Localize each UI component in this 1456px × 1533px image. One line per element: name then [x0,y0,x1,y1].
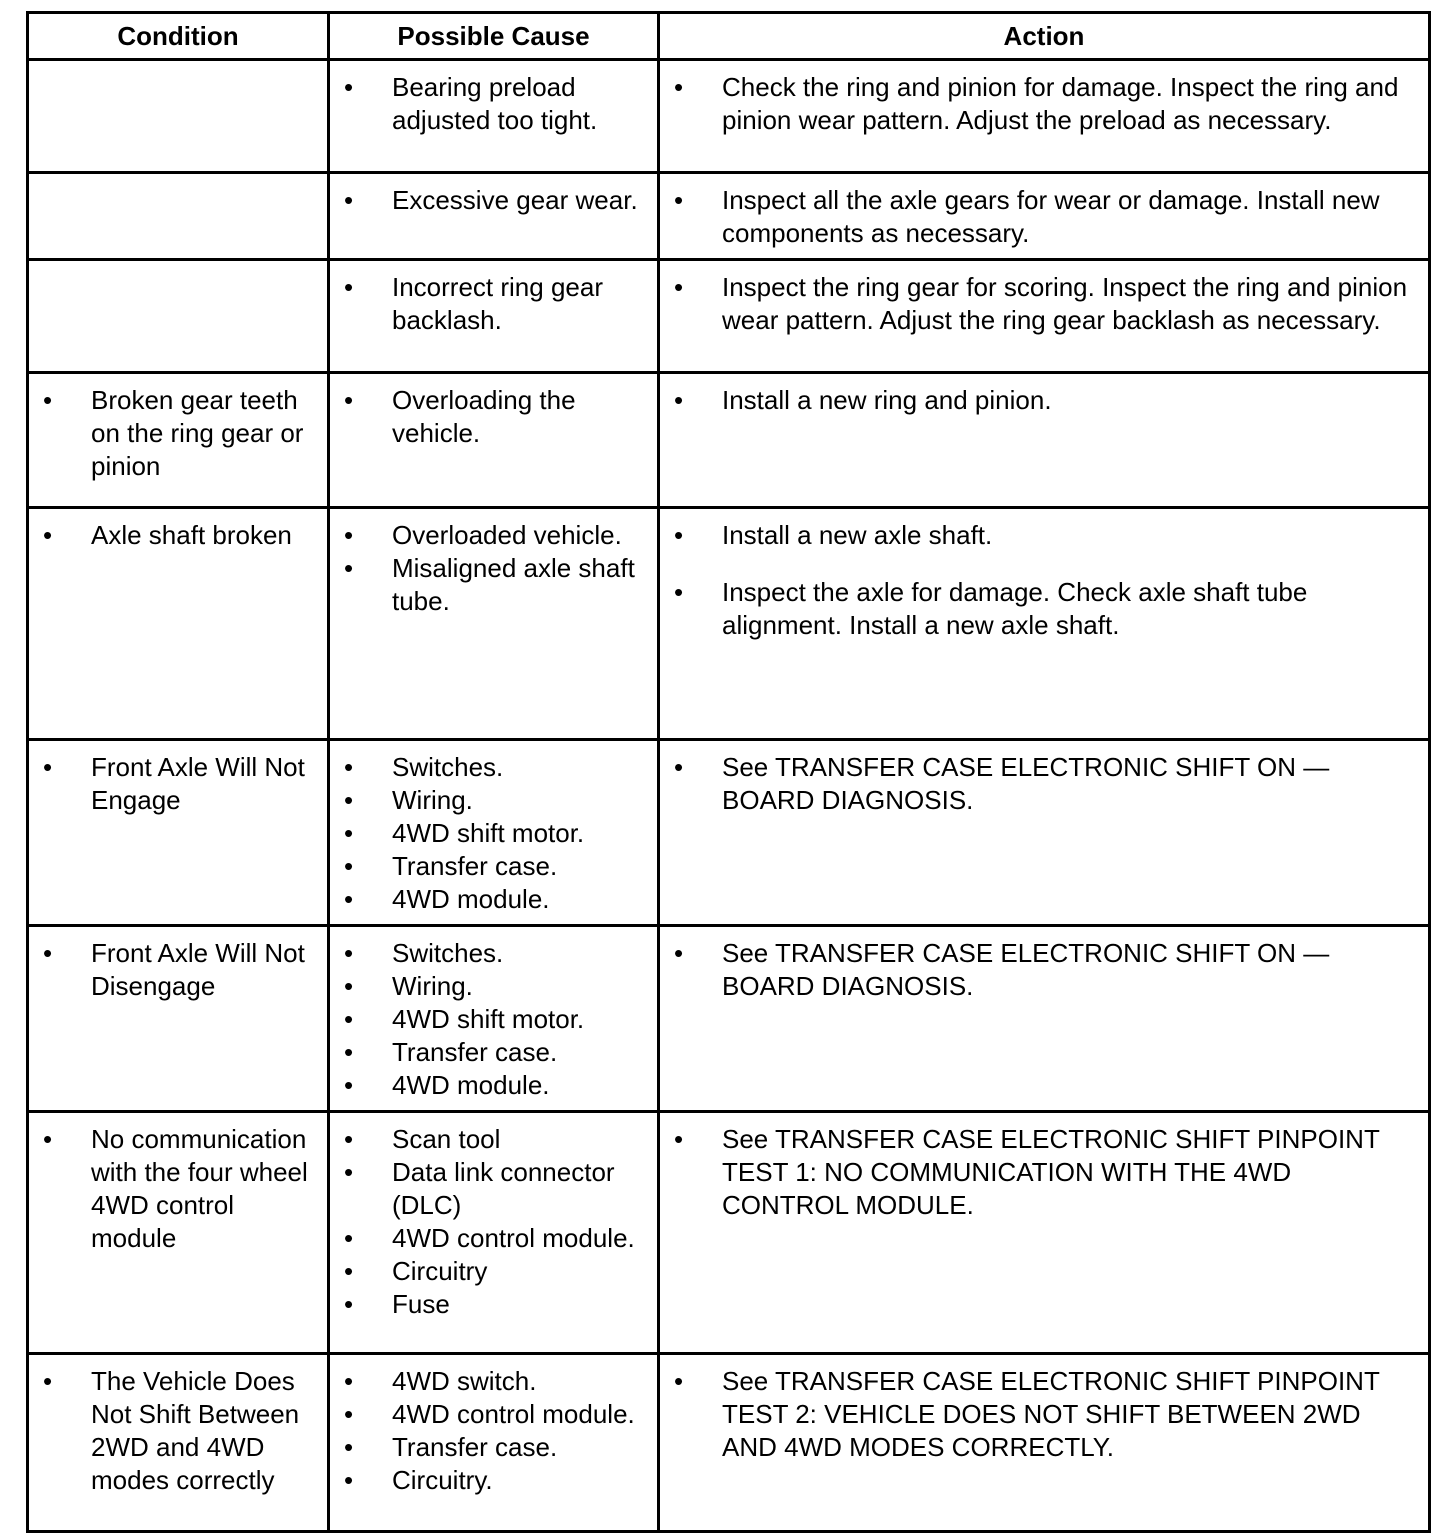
list-item: • Front Axle Will Not Disengage [29,937,311,1003]
condition-list [29,1113,327,1263]
table-row [28,926,1430,1112]
action-cell [659,260,1430,373]
possible-cause-list [330,927,657,1110]
list-item: • Wiring. [330,784,641,817]
list-item: • Check the ring and pinion for damage. Inspect the ring and pinion wear pattern. Adjust the preload as necessary. [660,71,1412,137]
list-item: • The Vehicle Does Not Shift Between 2WD and 4WD modes correctly [29,1365,311,1497]
table-row [28,1354,1430,1532]
list-item: • 4WD module. [330,1069,641,1102]
table-row [28,373,1430,508]
list-item: • Overloaded vehicle. [330,519,641,552]
list-item: • 4WD module. [330,883,641,916]
possible-cause-cell [329,260,659,373]
condition-cell [28,508,329,740]
possible-cause-list [330,1113,657,1329]
header-row [28,13,1430,60]
list-item: • Inspect all the axle gears for wear or damage. Install new components as necessary. [660,184,1412,250]
table-row [28,260,1430,373]
table-row [28,60,1430,173]
list-item: • Install a new axle shaft. [660,519,1412,552]
list-item: • Wiring. [330,970,641,1003]
list-item: • 4WD shift motor. [330,1003,641,1036]
table-row [28,508,1430,740]
list-item: • Transfer case. [330,850,641,883]
list-item: • Transfer case. [330,1431,641,1464]
possible-cause-list [330,261,657,345]
action-list [660,1355,1428,1472]
header-possible-cause: Possible Cause [329,13,659,60]
diagnosis-table [26,11,1431,1533]
list-item: • Switches. [330,937,641,970]
list-item: • Axle shaft broken [29,519,311,552]
action-cell [659,60,1430,173]
condition-list [29,509,327,560]
action-cell [659,740,1430,926]
possible-cause-list [330,509,657,626]
condition-cell [28,740,329,926]
possible-cause-cell [329,60,659,173]
list-item: • Data link connector (DLC) [330,1156,641,1222]
header-action: Action [659,13,1430,60]
condition-list [29,374,327,491]
list-item: • 4WD control module. [330,1398,641,1431]
action-list [660,374,1428,425]
list-item: • See TRANSFER CASE ELECTRONIC SHIFT PINPOINT TEST 1: NO COMMUNICATION WITH THE 4WD CONTROL MODULE. [660,1123,1412,1222]
action-list [660,1113,1428,1230]
possible-cause-cell [329,1112,659,1354]
list-item: • Broken gear teeth on the ring gear or pinion [29,384,311,483]
condition-list [29,927,327,1011]
possible-cause-list [330,1355,657,1505]
action-list [660,927,1428,1011]
possible-cause-list [330,741,657,924]
action-list [660,741,1428,825]
table-body [28,60,1430,1532]
condition-cell [28,1354,329,1532]
condition-cell [28,373,329,508]
possible-cause-cell [329,740,659,926]
action-cell [659,373,1430,508]
action-list [660,174,1428,258]
list-item: • Install a new ring and pinion. [660,384,1412,417]
condition-cell [28,926,329,1112]
list-item: • See TRANSFER CASE ELECTRONIC SHIFT PINPOINT TEST 2: VEHICLE DOES NOT SHIFT BETWEEN 2WD AND 4WD MODES CORRECTLY. [660,1365,1412,1464]
list-item: • Misaligned axle shaft tube. [330,552,641,618]
condition-cell [28,260,329,373]
condition-cell [28,60,329,173]
list-item: • No communication with the four wheel 4WD control module [29,1123,311,1255]
list-item: • Bearing preload adjusted too tight. [330,71,641,137]
list-item: • Inspect the axle for damage. Check axle shaft tube alignment. Install a new axle shaft. [660,576,1412,642]
possible-cause-cell [329,1354,659,1532]
list-item: • Circuitry [330,1255,641,1288]
action-list [660,261,1428,345]
condition-list [29,741,327,825]
list-item: • Transfer case. [330,1036,641,1069]
list-item: • Overloading the vehicle. [330,384,641,450]
list-item: • 4WD control module. [330,1222,641,1255]
action-list [660,509,1428,650]
action-cell [659,508,1430,740]
list-item: • Inspect the ring gear for scoring. Inspect the ring and pinion wear pattern. Adjust the ring gear backlash as necessary. [660,271,1412,337]
list-item: • 4WD switch. [330,1365,641,1398]
condition-cell [28,1112,329,1354]
possible-cause-list [330,174,657,225]
table-row [28,173,1430,260]
list-item: • Excessive gear wear. [330,184,641,217]
action-cell [659,1112,1430,1354]
list-item: • Scan tool [330,1123,641,1156]
table-row [28,1112,1430,1354]
condition-list [29,1355,327,1505]
action-list [660,61,1428,145]
list-item: • Incorrect ring gear backlash. [330,271,641,337]
list-item: • Front Axle Will Not Engage [29,751,311,817]
possible-cause-cell [329,508,659,740]
action-cell [659,926,1430,1112]
possible-cause-list [330,61,657,145]
list-item: • Switches. [330,751,641,784]
list-item: • Circuitry. [330,1464,641,1497]
list-item: • See TRANSFER CASE ELECTRONIC SHIFT ON — BOARD DIAGNOSIS. [660,937,1412,1003]
possible-cause-cell [329,926,659,1112]
table-row [28,740,1430,926]
action-cell [659,1354,1430,1532]
possible-cause-list [330,374,657,458]
header-condition: Condition [28,13,329,60]
list-item: • See TRANSFER CASE ELECTRONIC SHIFT ON — BOARD DIAGNOSIS. [660,751,1412,817]
condition-cell [28,173,329,260]
possible-cause-cell [329,173,659,260]
list-item: • Fuse [330,1288,641,1321]
list-item: • 4WD shift motor. [330,817,641,850]
possible-cause-cell [329,373,659,508]
action-cell [659,173,1430,260]
